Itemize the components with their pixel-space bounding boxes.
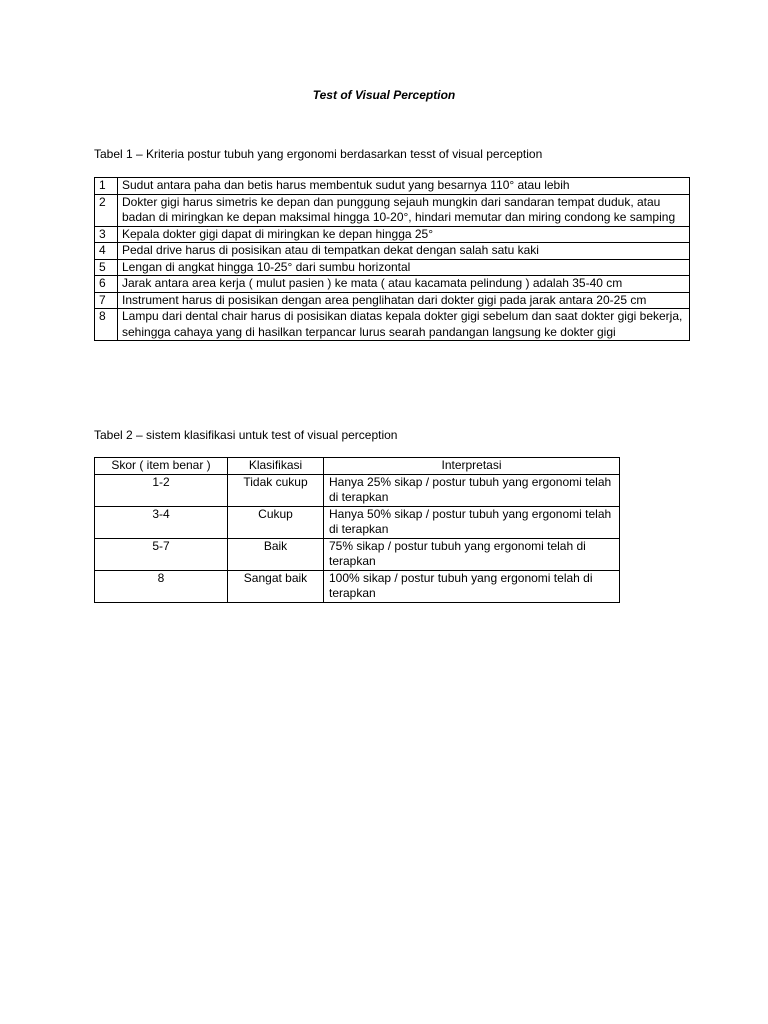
row-number: 3 [95, 226, 118, 243]
cell-klasifikasi: Sangat baik [228, 570, 324, 602]
column-header-interpretasi: Interpretasi [324, 458, 620, 475]
cell-skor: 3-4 [95, 506, 228, 538]
table-row [95, 538, 620, 570]
table-row [95, 178, 690, 195]
table-row [95, 226, 690, 243]
table-header-row [95, 458, 620, 475]
table-row [95, 570, 620, 602]
table-row [95, 194, 690, 226]
row-text: Kepala dokter gigi dapat di miringkan ke depan hingga 25° [118, 226, 690, 243]
table1-caption: Tabel 1 – Kriteria postur tubuh yang ergonomi berdasarkan tesst of visual perception [94, 147, 543, 161]
table-row [95, 309, 690, 341]
row-number: 4 [95, 243, 118, 260]
row-text: Instrument harus di posisikan dengan area penglihatan dari dokter gigi pada jarak antara 20-25 cm [118, 292, 690, 309]
classification-table [94, 457, 620, 603]
row-number: 8 [95, 309, 118, 341]
row-text: Pedal drive harus di posisikan atau di tempatkan dekat dengan salah satu kaki [118, 243, 690, 260]
cell-klasifikasi: Tidak cukup [228, 474, 324, 506]
row-text: Lengan di angkat hingga 10-25° dari sumbu horizontal [118, 259, 690, 276]
table2-caption: Tabel 2 – sistem klasifikasi untuk test of visual perception [94, 428, 398, 442]
criteria-table [94, 177, 690, 341]
row-number: 5 [95, 259, 118, 276]
column-header-klasifikasi: Klasifikasi [228, 458, 324, 475]
row-number: 2 [95, 194, 118, 226]
row-text: Jarak antara area kerja ( mulut pasien ) ke mata ( atau kacamata pelindung ) adalah 35-40 cm [118, 276, 690, 293]
row-text: Sudut antara paha dan betis harus membentuk sudut yang besarnya 110° atau lebih [118, 178, 690, 195]
cell-skor: 8 [95, 570, 228, 602]
row-number: 1 [95, 178, 118, 195]
cell-interpretasi: Hanya 25% sikap / postur tubuh yang ergonomi telah di terapkan [324, 474, 620, 506]
table-row [95, 474, 620, 506]
row-text: Lampu dari dental chair harus di posisikan diatas kepala dokter gigi sebelum dan saat dokter gigi bekerja, sehingga cahaya yang di hasilkan terpancar lurus searah pandangan langsung ke dokter gigi [118, 309, 690, 341]
cell-interpretasi: Hanya 50% sikap / postur tubuh yang ergonomi telah di terapkan [324, 506, 620, 538]
table-row [95, 506, 620, 538]
page-title: Test of Visual Perception [312, 88, 456, 102]
table-row [95, 292, 690, 309]
table-row [95, 243, 690, 260]
cell-klasifikasi: Cukup [228, 506, 324, 538]
row-number: 6 [95, 276, 118, 293]
table-row [95, 259, 690, 276]
row-text: Dokter gigi harus simetris ke depan dan punggung sejauh mungkin dari sandaran tempat duduk, atau badan di miringkan ke depan maksimal hingga 10-20°, hindari memutar dan miring condong ke samping [118, 194, 690, 226]
cell-klasifikasi: Baik [228, 538, 324, 570]
row-number: 7 [95, 292, 118, 309]
cell-interpretasi: 100% sikap / postur tubuh yang ergonomi telah di terapkan [324, 570, 620, 602]
column-header-skor: Skor ( item benar ) [95, 458, 228, 475]
table-row [95, 276, 690, 293]
cell-interpretasi: 75% sikap / postur tubuh yang ergonomi telah di terapkan [324, 538, 620, 570]
cell-skor: 1-2 [95, 474, 228, 506]
cell-skor: 5-7 [95, 538, 228, 570]
